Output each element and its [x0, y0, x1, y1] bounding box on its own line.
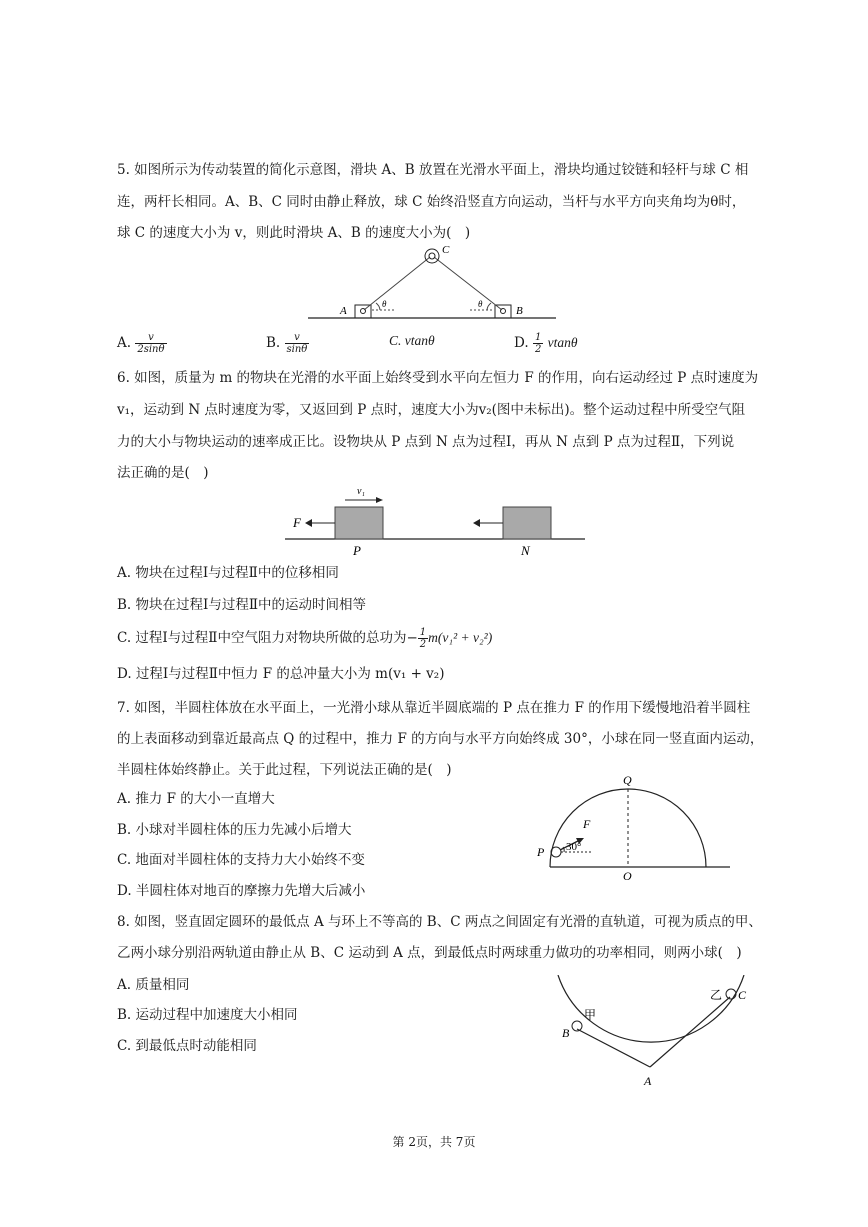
q5-option-a	[117, 332, 167, 355]
q5-label-theta-right: θ	[478, 299, 483, 309]
q7-stem-line-3: 半圆柱体始终静止。关于此过程，下列说法正确的是( )	[117, 762, 452, 778]
q6-option-c-rest: m(v₁² + v₂²)	[428, 630, 493, 645]
q5-stem-line-2: 连，两杆长相同。A、B、C 同时由静止释放，球 C 始终沿竖直方向运动，当杆与水平方向夹角均为θ时，	[117, 194, 746, 210]
q7-label-f: F	[583, 817, 591, 831]
q8-label-c: C	[738, 988, 747, 1002]
q6-option-b: B. 物块在过程Ⅰ与过程Ⅱ中的运动时间相等	[117, 597, 367, 613]
q6-label-v1: v₁	[357, 486, 365, 497]
q6-stem-line-4: 法正确的是( )	[117, 465, 209, 481]
q5-option-d-numerator: 1	[534, 332, 542, 343]
q7-option-b: B. 小球对半圆柱体的压力先减小后增大	[117, 822, 352, 838]
q5-label-a: A	[340, 305, 347, 317]
q7-option-a: A. 推力 F 的大小一直增大	[117, 791, 275, 807]
q6-label-p: P	[353, 543, 361, 558]
q8-option-a: A. 质量相同	[117, 977, 190, 993]
q6-option-a: A. 物块在过程Ⅰ与过程Ⅱ中的位移相同	[117, 565, 339, 581]
q6-option-c	[117, 627, 492, 650]
page-footer: 第 2页，共 7页	[392, 1135, 476, 1149]
q6-option-c-denominator: 2	[419, 639, 427, 650]
q5-figure	[300, 243, 570, 323]
q7-figure	[520, 770, 735, 885]
q5-option-c: C. vtanθ	[389, 333, 435, 348]
q7-stem-line-1: 7. 如图，半圆柱体放在水平面上，一光滑小球从靠近半圆底端的 P 点在推力 F 的作用下缓慢地沿着半圆柱	[117, 700, 751, 716]
q5-option-a-denominator: 2sinθ	[137, 344, 165, 355]
q5-option-b-denominator: sinθ	[286, 344, 308, 355]
q6-label-f: F	[293, 515, 301, 530]
q5-option-b	[266, 332, 309, 355]
q5-option-d	[514, 332, 577, 355]
q5-label-theta-left: θ	[382, 299, 387, 309]
q7-stem-line-2: 的上表面移动到靠近最高点 Q 的过程中，推力 F 的方向与水平方向始终成 30°，小球在同一竖直面内运动，	[117, 731, 764, 747]
q5-stem-line-3: 球 C 的速度大小为 v，则此时滑块 A、B 的速度大小为( )	[117, 225, 471, 241]
q5-option-b-numerator: v	[285, 332, 310, 344]
q5-option-a-prefix: A.	[117, 335, 132, 351]
q8-option-c: C. 到最低点时动能相同	[117, 1038, 257, 1054]
q5-label-b: B	[516, 305, 523, 317]
q7-label-angle: 30°	[566, 841, 582, 853]
q6-option-c-prefix: C. 过程Ⅰ与过程Ⅱ中空气阻力对物块所做的总功为−	[117, 630, 418, 646]
q8-label-b: B	[562, 1026, 570, 1040]
q7-option-d: D. 半圆柱体对地百的摩擦力先增大后减小	[117, 883, 366, 899]
q6-option-d: D. 过程Ⅰ与过程Ⅱ中恒力 F 的总冲量大小为 m(v₁ + v₂)	[117, 666, 445, 682]
q6-figure	[285, 478, 590, 560]
q7-label-p: P	[537, 845, 545, 859]
q5-label-c: C	[442, 244, 450, 256]
q6-label-n: N	[521, 543, 530, 558]
q7-option-c: C. 地面对半圆柱体的支持力大小始终不变	[117, 852, 365, 868]
q5-option-a-numerator: v	[135, 332, 166, 344]
q8-option-b: B. 运动过程中加速度大小相同	[117, 1007, 298, 1023]
q6-stem-line-1: 6. 如图，质量为 m 的物块在光滑的水平面上始终受到水平向左恒力 F 的作用，向右运动经过 P 点时速度为	[117, 370, 759, 386]
q8-figure	[548, 975, 758, 1090]
q8-stem-line-1: 8. 如图，竖直固定圆环的最低点 A 与环上不等高的 B、C 两点之间固定有光滑的直轨道，可视为质点的甲、	[117, 914, 762, 930]
q5-option-b-prefix: B.	[266, 335, 281, 351]
q7-label-q: Q	[623, 773, 632, 787]
q5-option-d-denominator: 2	[534, 344, 542, 355]
q5-option-d-rest: vtanθ	[547, 335, 578, 350]
q7-label-o: O	[623, 869, 632, 883]
q5-option-d-prefix: D.	[514, 335, 529, 351]
q8-label-a: A	[644, 1074, 652, 1088]
q6-stem-line-3: 力的大小与物块运动的速率成正比。设物块从 P 点到 N 点为过程Ⅰ，再从 N 点到 P 点为过程Ⅱ，下列说	[117, 434, 735, 450]
q8-label-yi: 乙	[710, 988, 723, 1002]
q8-stem-line-2: 乙两小球分别沿两轨道由静止从 B、C 运动到 A 点，到最低点时两球重力做功的功率相同，则两小球( )	[117, 945, 742, 961]
q6-stem-line-2: v₁，运动到 N 点时速度为零，又返回到 P 点时，速度大小为v₂(图中未标出)。整个运动过程中所受空气阻	[117, 402, 746, 418]
q5-stem-line-1: 5. 如图所示为传动装置的简化示意图，滑块 A、B 放置在光滑水平面上，滑块均通过铰链和轻杆与球 C 相	[117, 162, 749, 178]
q8-label-jia: 甲	[584, 1008, 597, 1022]
q6-option-c-numerator: 1	[419, 627, 427, 638]
